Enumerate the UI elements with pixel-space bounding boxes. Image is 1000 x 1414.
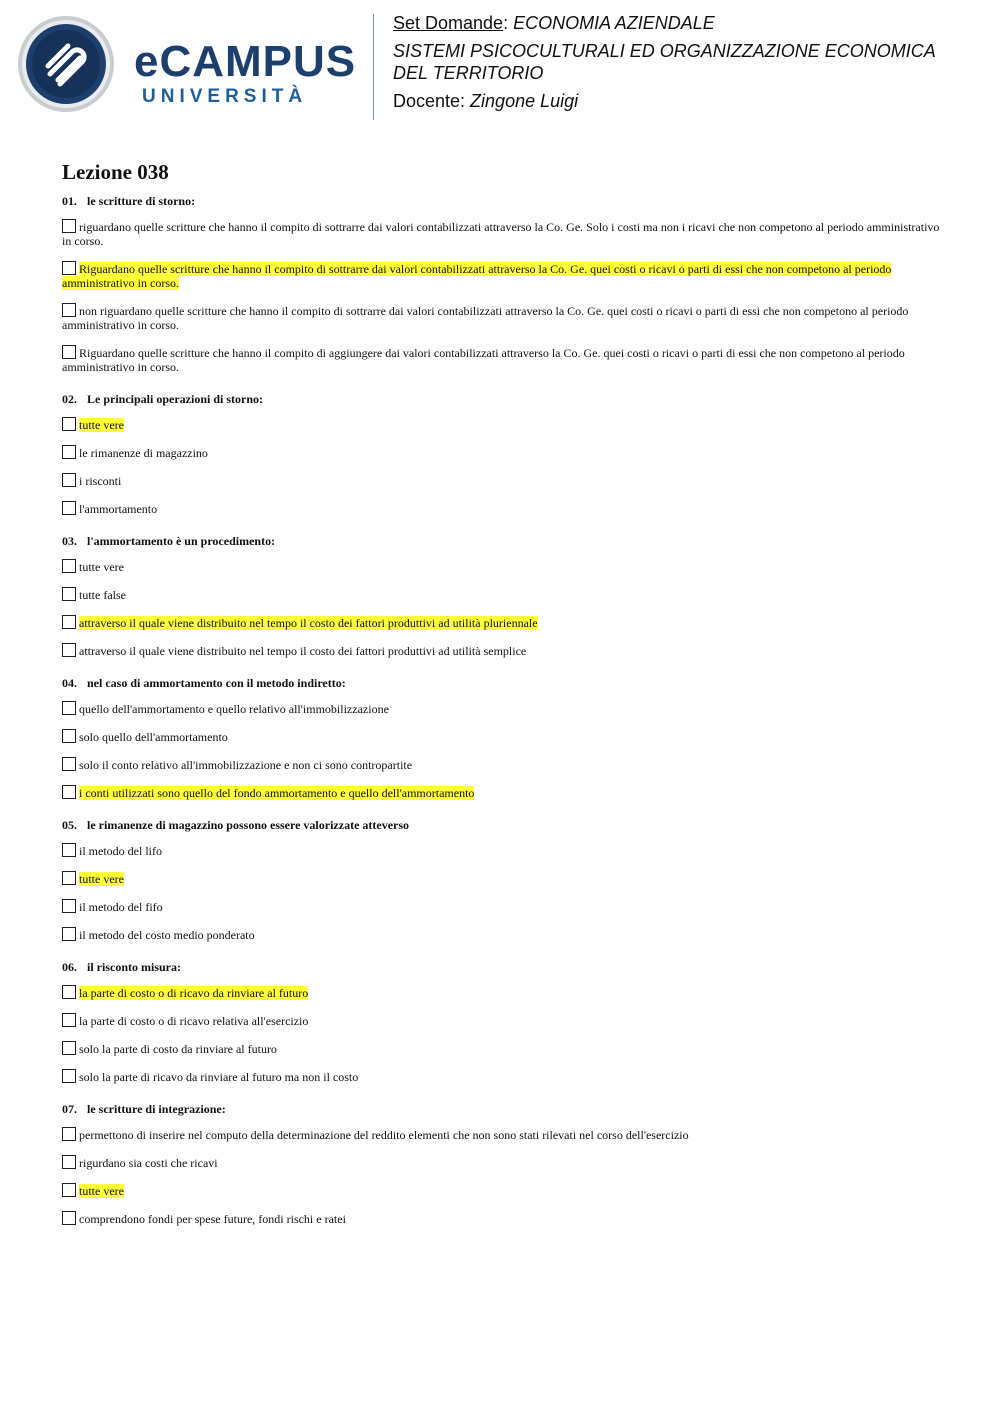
question-7 — [62, 1102, 942, 1226]
checkbox-icon[interactable] — [62, 417, 76, 431]
question-text: le scritture di storno: — [87, 194, 196, 208]
question-list — [62, 194, 942, 1226]
checkbox-icon[interactable] — [62, 445, 76, 459]
teacher-label: Docente: — [393, 91, 471, 111]
answer-text: solo il conto relativo all'immobilizzazione e non ci sono contropartite — [79, 758, 413, 772]
question-title — [62, 676, 942, 691]
answer-option — [62, 1069, 942, 1084]
course-name: ECONOMIA AZIENDALE — [513, 13, 715, 33]
ecampus-logo-icon — [14, 14, 118, 119]
answer-option — [62, 559, 942, 574]
question-text: il risconto misura: — [87, 960, 181, 974]
answer-option — [62, 587, 942, 602]
question-5 — [62, 818, 942, 942]
answer-text: comprendono fondi per spese future, fondi rischi e ratei — [79, 1212, 346, 1226]
question-number: 06. — [62, 960, 77, 974]
answer-text: attraverso il quale viene distribuito nel tempo il costo dei fattori produttivi ad utilità semplice — [79, 644, 527, 658]
question-2 — [62, 392, 942, 516]
answer-option — [62, 729, 942, 744]
answer-text: l'ammortamento — [79, 502, 158, 516]
answer-option — [62, 701, 942, 716]
checkbox-icon[interactable] — [62, 1013, 76, 1027]
question-4 — [62, 676, 942, 800]
question-title — [62, 818, 942, 833]
question-number: 04. — [62, 676, 77, 690]
checkbox-icon[interactable] — [62, 871, 76, 885]
checkbox-icon[interactable] — [62, 615, 76, 629]
checkbox-icon[interactable] — [62, 1127, 76, 1141]
answer-option — [62, 1013, 942, 1028]
teacher-name: Zingone Luigi — [470, 91, 579, 111]
set-label: Set Domande — [393, 13, 504, 33]
header-info — [393, 12, 936, 112]
answer-option — [62, 303, 942, 332]
answer-text: tutte false — [79, 588, 126, 602]
question-number: 03. — [62, 534, 77, 548]
answer-text-correct: tutte vere — [79, 872, 124, 886]
answer-text: solo quello dell'ammortamento — [79, 730, 228, 744]
answer-text-correct: tutte vere — [79, 1184, 124, 1198]
checkbox-icon[interactable] — [62, 261, 76, 275]
checkbox-icon[interactable] — [62, 1041, 76, 1055]
checkbox-icon[interactable] — [62, 927, 76, 941]
answer-option — [62, 1155, 942, 1170]
checkbox-icon[interactable] — [62, 501, 76, 515]
question-number: 02. — [62, 392, 77, 406]
answer-option — [62, 843, 942, 858]
answer-text: permettono di inserire nel computo della determinazione del reddito elementi che non sono stati rilevati nel corso dell'esercizio — [79, 1128, 689, 1142]
answer-option — [62, 785, 942, 800]
answer-text: il metodo del lifo — [79, 844, 162, 858]
answer-option — [62, 261, 942, 290]
header-divider — [373, 14, 374, 120]
answer-option — [62, 643, 942, 658]
answer-option — [62, 219, 942, 248]
answer-option — [62, 445, 942, 460]
checkbox-icon[interactable] — [62, 1069, 76, 1083]
answer-option — [62, 1211, 942, 1226]
answer-text: rigurdano sia costi che ricavi — [79, 1156, 218, 1170]
subtitle-line-2: DEL TERRITORIO — [393, 63, 544, 83]
answer-text-correct: Riguardano quelle scritture che hanno il compito di sottrarre dai valori contabilizzati attraverso la Co. Ge. quei costi o ricavi o parti di essi che non competono al periodo amministrativo in corso. — [62, 262, 892, 290]
question-text: Le principali operazioni di storno: — [87, 392, 264, 406]
question-title — [62, 194, 942, 209]
checkbox-icon[interactable] — [62, 729, 76, 743]
answer-text: non riguardano quelle scritture che hanno il compito di sottrarre dai valori contabilizzati attraverso la Co. Ge. quei costi o ricavi o parti di essi che non competono al periodo amministrativo in corso. — [62, 304, 909, 332]
answer-text: la parte di costo o di ricavo relativa all'esercizio — [79, 1014, 309, 1028]
subtitle-line-1: SISTEMI PSICOCULTURALI ED ORGANIZZAZIONE ECONOMICA — [393, 41, 936, 61]
content — [62, 160, 942, 1244]
answer-text: riguardano quelle scritture che hanno il compito di sottrarre dai valori contabilizzati attraverso la Co. Ge. Solo i costi ma non i ricavi che non competono al periodo amministrativo in corso. — [62, 220, 940, 248]
page-header — [0, 0, 1000, 130]
answer-option — [62, 871, 942, 886]
answer-option — [62, 473, 942, 488]
question-text: nel caso di ammortamento con il metodo indiretto: — [87, 676, 346, 690]
checkbox-icon[interactable] — [62, 643, 76, 657]
brand-name: eCAMPUS — [134, 37, 357, 86]
answer-option — [62, 1127, 942, 1142]
answer-option — [62, 899, 942, 914]
question-1 — [62, 194, 942, 374]
checkbox-icon[interactable] — [62, 1183, 76, 1197]
question-title — [62, 392, 942, 407]
answer-option — [62, 985, 942, 1000]
answer-text: le rimanenze di magazzino — [79, 446, 208, 460]
checkbox-icon[interactable] — [62, 985, 76, 999]
answer-option — [62, 615, 942, 630]
answer-text: solo la parte di ricavo da rinviare al futuro ma non il costo — [79, 1070, 359, 1084]
answer-option — [62, 417, 942, 432]
answer-option — [62, 501, 942, 516]
checkbox-icon[interactable] — [62, 1155, 76, 1169]
checkbox-icon[interactable] — [62, 587, 76, 601]
question-title — [62, 1102, 942, 1117]
answer-option — [62, 1183, 942, 1198]
answer-text-correct: i conti utilizzati sono quello del fondo ammortamento e quello dell'ammortamento — [79, 786, 475, 800]
question-title — [62, 960, 942, 975]
brand-sub: UNIVERSITÀ — [142, 86, 308, 107]
checkbox-icon[interactable] — [62, 757, 76, 771]
checkbox-icon[interactable] — [62, 345, 76, 359]
checkbox-icon[interactable] — [62, 843, 76, 857]
checkbox-icon[interactable] — [62, 303, 76, 317]
answer-text: il metodo del costo medio ponderato — [79, 928, 255, 942]
answer-text: quello dell'ammortamento e quello relativo all'immobilizzazione — [79, 702, 389, 716]
question-number: 01. — [62, 194, 77, 208]
question-text: le rimanenze di magazzino possono essere valorizzate atteverso — [87, 818, 410, 832]
answer-option — [62, 757, 942, 772]
answer-text: solo la parte di costo da rinviare al futuro — [79, 1042, 277, 1056]
checkbox-icon[interactable] — [62, 473, 76, 487]
checkbox-icon[interactable] — [62, 219, 76, 233]
question-3 — [62, 534, 942, 658]
answer-text: il metodo del fifo — [79, 900, 163, 914]
question-text: le scritture di integrazione: — [87, 1102, 226, 1116]
checkbox-icon[interactable] — [62, 559, 76, 573]
question-number: 07. — [62, 1102, 77, 1116]
set-sep: : — [503, 13, 514, 33]
question-title — [62, 534, 942, 549]
lesson-title: Lezione 038 — [62, 160, 169, 184]
answer-option — [62, 927, 942, 942]
question-number: 05. — [62, 818, 77, 832]
question-text: l'ammortamento è un procedimento: — [87, 534, 276, 548]
answer-text: Riguardano quelle scritture che hanno il compito di aggiungere dai valori contabilizzati attraverso la Co. Ge. quei costi o ricavi o parti di essi che non competono al periodo amministrativo in corso. — [62, 346, 905, 374]
checkbox-icon[interactable] — [62, 785, 76, 799]
answer-option — [62, 345, 942, 374]
question-6 — [62, 960, 942, 1084]
answer-text-correct: tutte vere — [79, 418, 124, 432]
checkbox-icon[interactable] — [62, 899, 76, 913]
brand — [134, 37, 357, 108]
checkbox-icon[interactable] — [62, 1211, 76, 1225]
answer-text-correct: la parte di costo o di ricavo da rinviare al futuro — [79, 986, 309, 1000]
answer-text-correct: attraverso il quale viene distribuito nel tempo il costo dei fattori produttivi ad utilità pluriennale — [79, 616, 538, 630]
answer-option — [62, 1041, 942, 1056]
checkbox-icon[interactable] — [62, 701, 76, 715]
answer-text: i risconti — [79, 474, 122, 488]
answer-text: tutte vere — [79, 560, 124, 574]
